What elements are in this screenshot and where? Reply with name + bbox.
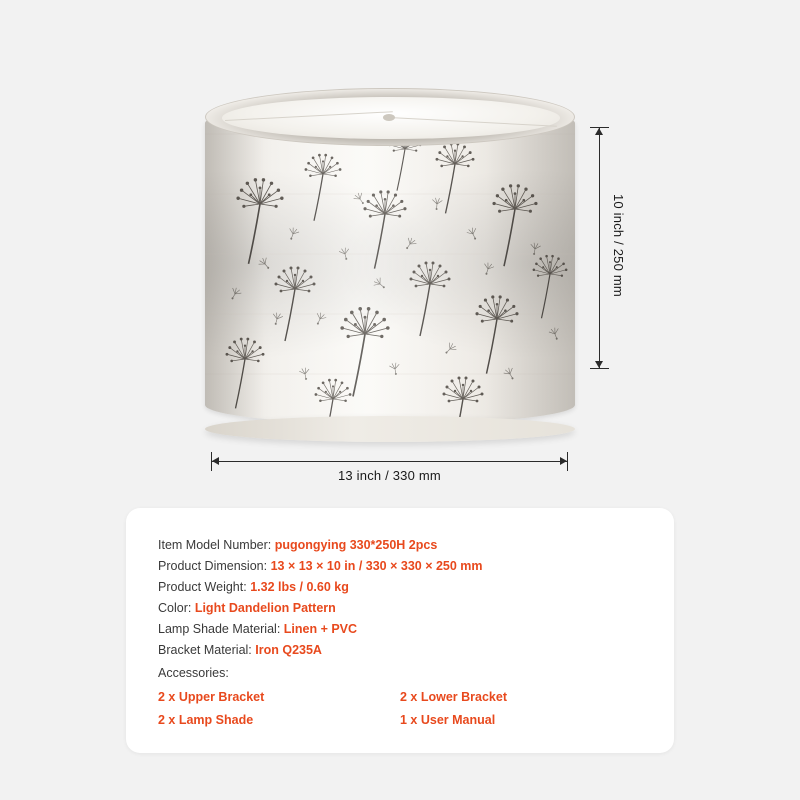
width-arrow-right-icon [560,457,567,465]
specification-card [126,508,674,753]
spec-label-color: Color: [158,601,195,615]
height-dimension-label: 10 inch / 250 mm [611,194,626,297]
accessory-lamp-shade: 2 x Lamp Shade [158,713,254,727]
width-dimension-tick-right [567,452,568,471]
height-arrow-top-icon [595,128,603,135]
spec-row-color [158,598,650,619]
accessories-row [158,690,642,704]
height-dimension-tick-bottom [590,368,609,369]
spec-label-product-weight: Product Weight: [158,580,251,594]
spec-value-color: Light Dandelion Pattern [194,601,336,615]
accessory-upper-bracket: 2 x Upper Bracket [158,690,265,704]
spec-value-product-dimension: 13 × 13 × 10 in / 330 × 330 × 250 mm [270,559,483,573]
width-dimension-label: 13 inch / 330 mm [338,468,441,483]
width-arrow-left-icon [212,457,219,465]
spec-value-bracket-material: Iron Q235A [255,643,322,657]
accessories-row [158,713,642,727]
height-dimension-line [599,127,600,369]
dandelion-pattern-icon [205,104,575,424]
spec-value-lamp-shade-material: Linen + PVC [283,622,358,636]
accessory-lower-bracket: 2 x Lower Bracket [400,690,507,704]
specification-list [158,535,650,661]
spec-label-lamp-shade-material: Lamp Shade Material: [158,622,284,636]
spec-row-lamp-shade-material [158,619,650,640]
accessories-title: Accessories: [158,666,229,680]
accessory-user-manual: 1 x User Manual [400,713,496,727]
spec-row-product-weight [158,577,650,598]
spec-label-model-number: Item Model Number: [158,538,275,552]
lamp-shade-image [205,88,575,440]
width-dimension-line [211,461,568,462]
spec-value-product-weight: 1.32 lbs / 0.60 kg [250,580,349,594]
spec-label-product-dimension: Product Dimension: [158,559,271,573]
spec-row-bracket-material [158,640,650,661]
spec-row-model-number [158,535,650,556]
spec-row-product-dimension [158,556,650,577]
shade-center-hub [383,114,395,121]
shade-bottom-rim [205,416,575,442]
height-arrow-bottom-icon [595,361,603,368]
spec-label-bracket-material: Bracket Material: [158,643,256,657]
spec-value-model-number: pugongying 330*250H 2pcs [274,538,438,552]
accessories-grid [158,690,642,736]
